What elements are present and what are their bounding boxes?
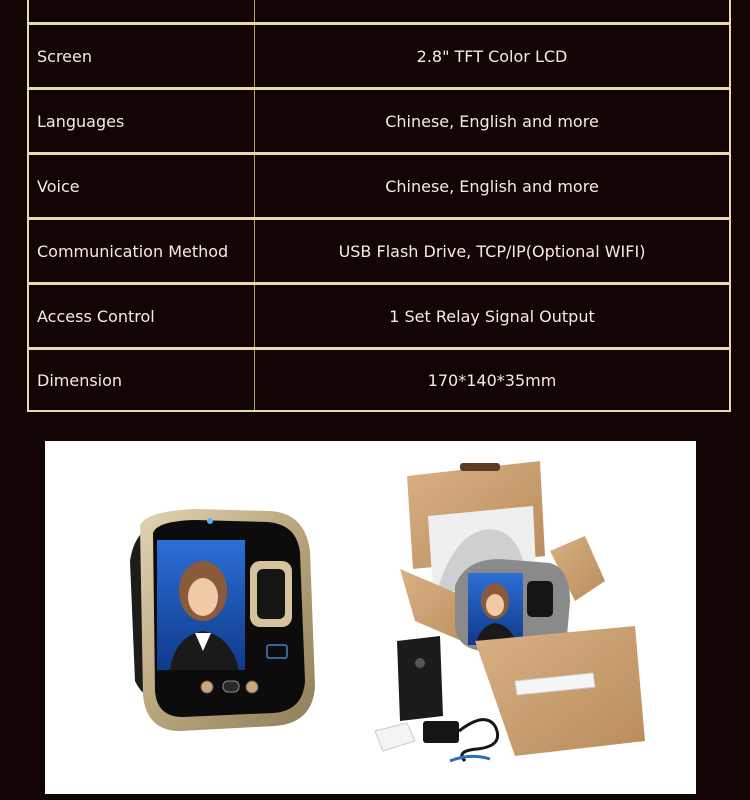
face-terminal-device bbox=[130, 509, 315, 731]
spec-value: 170*140*35mm bbox=[427, 370, 557, 390]
spec-value bbox=[255, 0, 729, 22]
product-photo-panel bbox=[45, 441, 696, 794]
spec-row-communication bbox=[27, 217, 731, 282]
packaged-device bbox=[375, 461, 645, 761]
wall-bracket bbox=[397, 636, 443, 721]
spec-row-voice bbox=[27, 152, 731, 217]
spec-label: Screen bbox=[29, 25, 255, 87]
spec-label: Languages bbox=[29, 90, 255, 152]
spec-value: 2.8" TFT Color LCD bbox=[416, 46, 568, 66]
spec-row-screen bbox=[27, 22, 731, 87]
spec-value: 1 Set Relay Signal Output bbox=[389, 306, 595, 326]
power-adapter bbox=[423, 721, 459, 743]
spec-value: Chinese, English and more bbox=[385, 176, 599, 196]
spec-label: Dimension bbox=[29, 350, 255, 410]
spec-value: Chinese, English and more bbox=[385, 111, 599, 131]
spec-row-languages bbox=[27, 87, 731, 152]
spec-row-dimension bbox=[27, 347, 731, 412]
spec-label: Communication Method bbox=[29, 220, 255, 282]
spec-label: Voice bbox=[29, 155, 255, 217]
spec-row-access-control bbox=[27, 282, 731, 347]
spec-value: USB Flash Drive, TCP/IP(Optional WIFI) bbox=[338, 241, 646, 261]
product-illustration bbox=[45, 441, 696, 794]
spec-row-partial bbox=[27, 0, 731, 22]
spec-table bbox=[27, 0, 731, 412]
spec-label bbox=[29, 0, 255, 22]
spec-label: Access Control bbox=[29, 285, 255, 347]
